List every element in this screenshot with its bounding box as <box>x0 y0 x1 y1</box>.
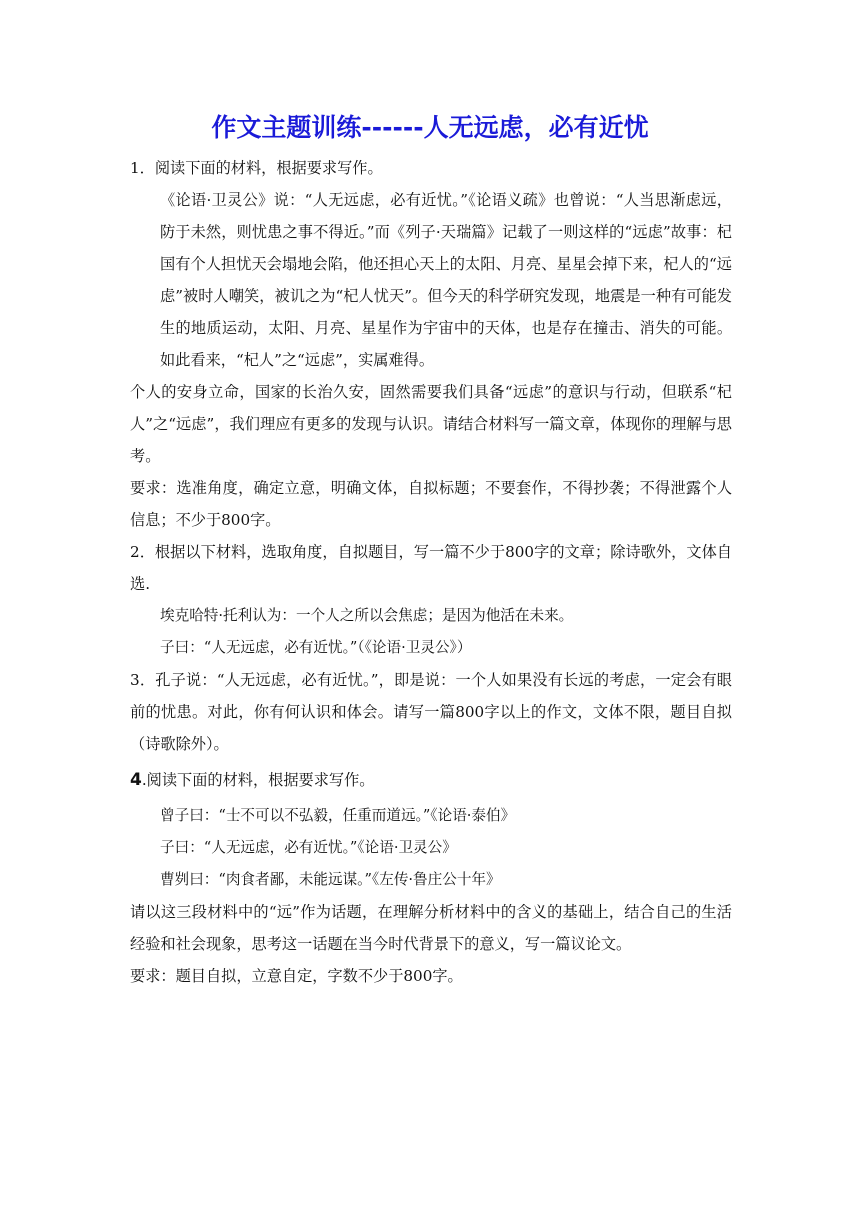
q2-prompt: 2．根据以下材料，选取角度，自拟题目，写一篇不少于800字的文章；除诗歌外，文体自选. <box>130 543 732 593</box>
q4-task: 请以这三段材料中的“远”作为话题，在理解分析材料中的含义的基础上，结合自己的生活经验和社会现象，思考这一话题在当今时代背景下的意义，写一篇议论文。 <box>130 903 732 953</box>
q3-prompt: 3．孔子说：“人无远虑，必有近忧。”，即是说：一个人如果没有长远的考虑，一定会有眼前的忧患。对此，你有何认识和体会。请写一篇800字以上的作文，文体不限，题目自拟（诗歌除外）。 <box>130 671 732 753</box>
q1-material: 《论语·卫灵公》说：“人无远虑，必有近忧。”《论语义疏》也曾说：“人当思渐虑远，防于未然，则忧患之事不得近。”而《列子·天瑞篇》记载了一则这样的“远虑”故事：杞国有个人担忧天会塌地会陷，他还担心天上的太阳、月亮、星星会掉下来，杞人的“远虑”被时人嘲笑，被讥之为“杞人忧天”。但今天的科学研究发现，地震是一种有可能发生的地质运动，太阳、月亮、星星作为宇宙中的天体，也是存在撞击、消失的可能。如此看来，“杞人”之“远虑”，实属难得。 <box>160 191 732 369</box>
q4-number: 4 <box>130 770 142 790</box>
q2-quote-2: 子曰：“人无远虑，必有近忧。”（《论语·卫灵公》） <box>160 639 472 656</box>
q4-prompt: .阅读下面的材料，根据要求写作。 <box>141 771 375 789</box>
q2-quote-1: 埃克哈特·托利认为：一个人之所以会焦虑；是因为他活在未来。 <box>160 607 574 624</box>
q4-requirement: 要求：题目自拟，立意自定，字数不少于800字。 <box>130 967 463 985</box>
q1-task: 个人的安身立命，国家的长治久安，固然需要我们具备“远虑”的意识与行动，但联系“杞人”之“远虑”，我们理应有更多的发现与认识。请结合材料写一篇文章，体现你的理解与思考。 <box>130 383 732 465</box>
q1-requirement: 要求：选准角度，确定立意，明确文体，自拟标题；不要套作，不得抄袭；不得泄露个人信息；不少于800字。 <box>130 479 732 529</box>
q4-quote-1: 曾子曰：“士不可以不弘毅，任重而道远。”《论语·泰伯》 <box>160 807 516 824</box>
q4-quote-3: 曹刿曰：“肉食者鄙，未能远谋。”《左传·鲁庄公十年》 <box>160 871 501 888</box>
q1-prompt: 1．阅读下面的材料，根据要求写作。 <box>130 159 383 177</box>
q4-prompt-line <box>130 764 732 796</box>
q4-quote-2: 子曰：“人无远虑，必有近忧。”《论语·卫灵公》 <box>160 839 457 856</box>
document-body <box>130 152 732 992</box>
page-title: 作文主题训练------人无远虑，必有近忧 <box>211 113 649 142</box>
